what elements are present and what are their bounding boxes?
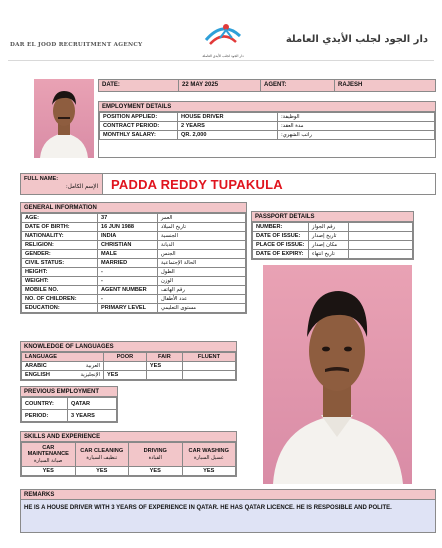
general-value: - [98, 268, 158, 277]
date-agent-row [98, 79, 436, 92]
employment-table [99, 112, 435, 140]
table-row [253, 250, 413, 259]
skill-name-ar: القيادة [148, 454, 162, 461]
passport-value [349, 223, 413, 232]
languages-table [21, 352, 236, 380]
table-row [22, 250, 246, 259]
table-row [22, 241, 246, 250]
general-label-ar: الوزن [158, 277, 246, 286]
salary-label-ar: راتب الشهري: [278, 131, 435, 140]
general-value: - [98, 277, 158, 286]
skill-name: CAR CLEANING [80, 448, 124, 454]
header-divider [8, 60, 434, 61]
passport-details [251, 211, 414, 260]
col-poor: POOR [104, 353, 147, 362]
candidate-photo-small [34, 79, 94, 158]
skill-header [22, 443, 76, 467]
header [0, 0, 442, 70]
contract-label: CONTRACT PERIOD: [100, 122, 178, 131]
skill-value: YES [182, 467, 236, 476]
full-name-label-ar: الإسم الكامل: [65, 184, 98, 190]
passport-label: DATE OF EXPIRY: [253, 250, 309, 259]
general-label: RELIGION: [22, 241, 98, 250]
skills-experience [20, 431, 237, 477]
logo-icon [196, 18, 250, 52]
table-row [253, 223, 413, 232]
general-label: EDUCATION: [22, 304, 98, 313]
general-label: MOBILE NO. [22, 286, 98, 295]
person-portrait-icon [34, 79, 94, 158]
general-value: PRIMARY LEVEL [98, 304, 158, 313]
previous-title: PREVIOUS EMPLOYMENT [21, 387, 117, 397]
general-label: HEIGHT: [22, 268, 98, 277]
general-label-ar: تاريخ الميلاد [158, 223, 246, 232]
skill-value: YES [75, 467, 129, 476]
general-value: MALE [98, 250, 158, 259]
table-row [22, 304, 246, 313]
skill-header [182, 443, 236, 467]
salary-value: QR. 2,000 [178, 131, 278, 140]
skills-table [21, 442, 236, 476]
agent-value: RAJESH [338, 82, 363, 88]
date-label: DATE: [99, 80, 179, 91]
full-name-label: FULL NAME: [24, 176, 59, 182]
country-label: COUNTRY: [22, 398, 68, 410]
general-label-ar: الجنس [158, 250, 246, 259]
passport-value [349, 250, 413, 259]
position-value: HOUSE DRIVER [178, 113, 278, 122]
table-row [22, 223, 246, 232]
date-value: 22 MAY 2025 [179, 80, 261, 91]
english-poor: YES [104, 371, 147, 380]
language-name-ar: الإنجليزية [80, 372, 100, 378]
person-portrait-icon [263, 265, 412, 484]
table-row [22, 467, 236, 476]
general-value: MARRIED [98, 259, 158, 268]
general-label-ar: الجنسية [158, 232, 246, 241]
general-information [20, 202, 247, 314]
language-name-ar: العربية [85, 363, 100, 369]
arabic-fair: YES [146, 362, 182, 371]
arabic-fluent [182, 362, 235, 371]
language-arabic [22, 362, 104, 371]
table-row [22, 232, 246, 241]
general-label: WEIGHT: [22, 277, 98, 286]
remarks [20, 489, 436, 533]
general-title: GENERAL INFORMATION [21, 203, 246, 213]
salary-label: MONTHLY SALARY: [100, 131, 178, 140]
passport-label: DATE OF ISSUE: [253, 232, 309, 241]
remarks-text: HE IS A HOUSE DRIVER WITH 3 YEARS OF EXPERIENCE IN QATAR. HE HAS QATAR LICENCE. HE IS RESPOSIBLE AND POLITE. [24, 505, 392, 511]
contract-label-ar: مدة العقد: [278, 122, 435, 131]
position-label: POSITION APPLIED: [100, 113, 178, 122]
country-value: QATAR [68, 398, 117, 410]
table-row [22, 214, 246, 223]
general-value: INDIA [98, 232, 158, 241]
passport-table [252, 222, 413, 259]
table-row [22, 295, 246, 304]
passport-label-ar: تاريخ انتهاء [309, 250, 349, 259]
general-label: AGE: [22, 214, 98, 223]
skills-title: SKILLS AND EXPERIENCE [21, 432, 236, 442]
position-label-ar: الوظيفة: [278, 113, 435, 122]
language-name: ENGLISH [25, 372, 50, 378]
table-row [22, 259, 246, 268]
table-row [22, 371, 236, 380]
table-row [22, 268, 246, 277]
candidate-photo-large [263, 265, 412, 484]
general-label-ar: الطول [158, 268, 246, 277]
english-fair [146, 371, 182, 380]
general-label-ar: عدد الأطفال [158, 295, 246, 304]
general-label: NATIONALITY: [22, 232, 98, 241]
table-row [22, 398, 117, 410]
language-english [22, 371, 104, 380]
languages-title: KNOWLEDGE OF LANGUAGES [21, 342, 236, 352]
general-label-ar: رقم الهاتف [158, 286, 246, 295]
general-label: NO. OF CHILDREN: [22, 295, 98, 304]
col-fluent: FLUENT [182, 353, 235, 362]
passport-label: PLACE OF ISSUE: [253, 241, 309, 250]
general-label-ar: العمر [158, 214, 246, 223]
arabic-poor [104, 362, 147, 371]
skill-name-ar: غسيل السيارة [194, 454, 224, 461]
table-row [253, 232, 413, 241]
skill-name: CAR WASHING [188, 448, 229, 454]
employment-title: EMPLOYMENT DETAILS [99, 102, 435, 112]
passport-value [349, 232, 413, 241]
general-value: 16 JUN 1988 [98, 223, 158, 232]
skill-value: YES [22, 467, 76, 476]
passport-label-ar: تاريخ إصدار [309, 232, 349, 241]
passport-label-ar: رقم الجواز [309, 223, 349, 232]
passport-label-ar: مكان إصدار [309, 241, 349, 250]
full-name-label-box [21, 174, 103, 194]
col-fair: FAIR [146, 353, 182, 362]
table-row [22, 277, 246, 286]
remarks-title: REMARKS [21, 490, 435, 500]
skill-name-ar: تنظيف السيارة [86, 454, 118, 461]
agent-label: AGENT: [261, 80, 335, 91]
table-row [22, 410, 117, 422]
table-row [100, 122, 435, 131]
general-label-ar: الحالة الإجتماعية [158, 259, 246, 268]
table-row [22, 362, 236, 371]
table-row [253, 241, 413, 250]
passport-label: NUMBER: [253, 223, 309, 232]
language-name: ARABIC [25, 363, 47, 369]
agency-name-en: DAR EL JOOD RECRUITMENT AGENCY [10, 42, 143, 48]
general-label: GENDER: [22, 250, 98, 259]
table-header-row [22, 353, 236, 362]
general-value: CHRISTIAN [98, 241, 158, 250]
general-value: AGENT NUMBER [98, 286, 158, 295]
skill-name-ar: صيانة السيارة [34, 457, 63, 464]
languages [20, 341, 237, 381]
table-row [100, 131, 435, 140]
general-value: 37 [98, 214, 158, 223]
previous-employment [20, 386, 118, 423]
full-name-value: PADDA REDDY TUPAKULA [111, 177, 283, 192]
period-label: PERIOD: [22, 410, 68, 422]
contract-value: 2 YEARS [178, 122, 278, 131]
logo-caption: دار الجود لجلب الأيدي العاملة [202, 54, 244, 58]
general-value: - [98, 295, 158, 304]
skill-value: YES [129, 467, 183, 476]
passport-value [349, 241, 413, 250]
skill-header [129, 443, 183, 467]
table-row [100, 113, 435, 122]
skill-name: DRIVING [143, 448, 167, 454]
general-table [21, 213, 246, 313]
employment-details [98, 101, 436, 158]
general-label: DATE OF BIRTH: [22, 223, 98, 232]
col-language: LANGUAGE [22, 353, 104, 362]
agency-logo [196, 18, 250, 62]
general-label: CIVIL STATUS: [22, 259, 98, 268]
period-value: 3 YEARS [68, 410, 117, 422]
skill-header [75, 443, 129, 467]
passport-title: PASSPORT DETAILS [252, 212, 413, 222]
previous-table [21, 397, 117, 422]
agency-name-ar: دار الجود لجلب الأيدي العاملة [285, 34, 428, 45]
table-row [22, 286, 246, 295]
skill-name: CAR MAINTENANCE [27, 444, 69, 458]
full-name-row [20, 173, 436, 195]
general-label-ar: الديانة [158, 241, 246, 250]
english-fluent [182, 371, 235, 380]
table-header-row [22, 443, 236, 467]
general-label-ar: مستوى التعليمي [158, 304, 246, 313]
